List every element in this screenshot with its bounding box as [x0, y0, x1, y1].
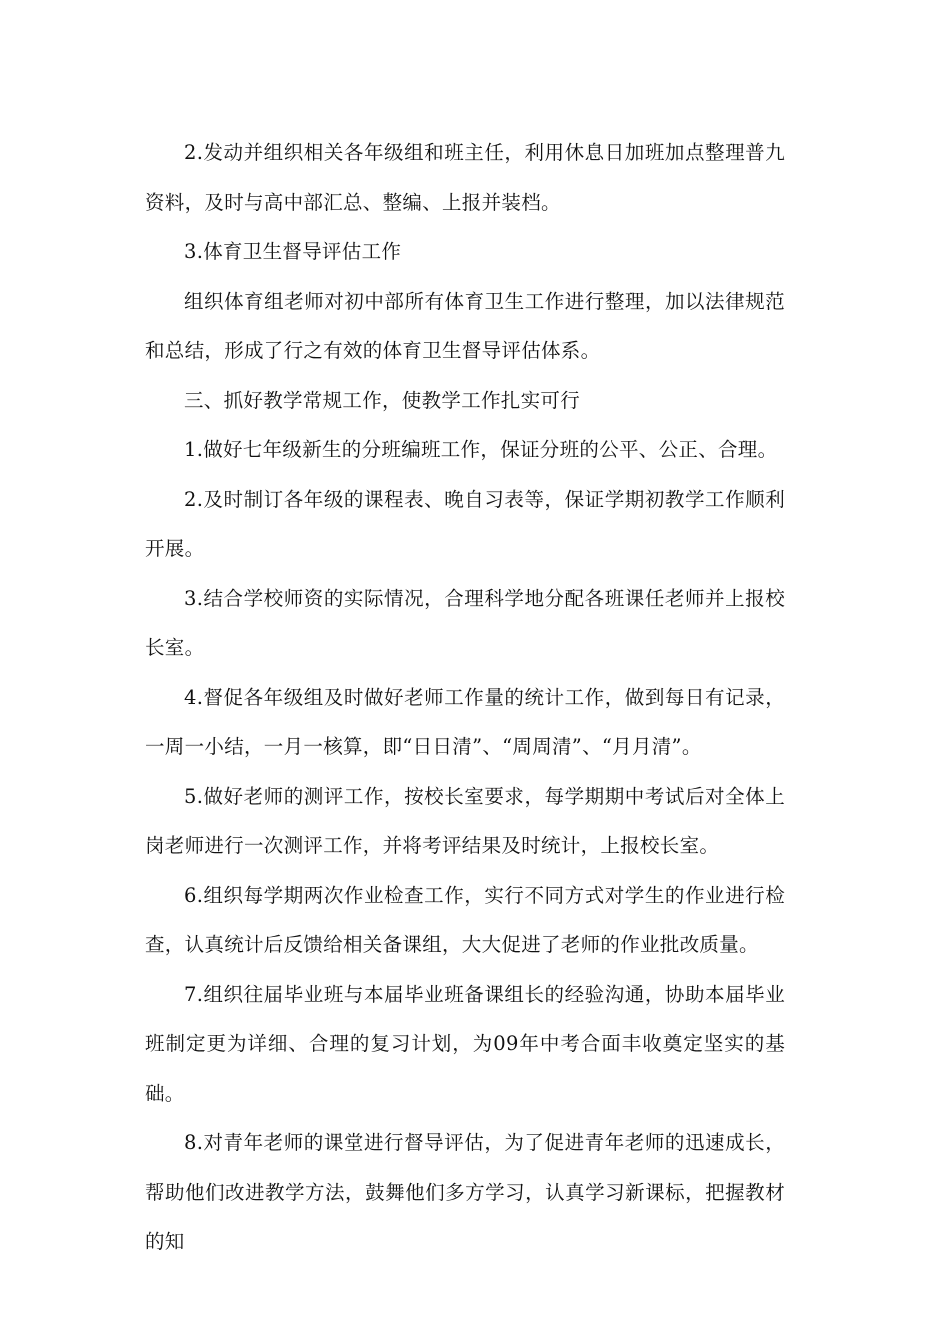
paragraph-item-3-teacher-assignment: 3.结合学校师资的实际情况，合理科学地分配各班课任老师并上报校长室。	[145, 586, 785, 659]
paragraph-heading-pe-evaluation: 3.体育卫生督导评估工作	[184, 240, 402, 263]
paragraph-item-7-graduation-class: 7.组织往届毕业班与本届毕业班备课组长的经验沟通，协助本届毕业班制定更为详细、合理的复习计划，为09年中考合面丰收奠定坚实的基础。	[145, 982, 785, 1105]
paragraph-item-2-timetable: 2.及时制订各年级的课程表、晚自习表等，保证学期初教学工作顺利开展。	[145, 487, 785, 560]
paragraph-item-8-young-teachers: 8.对青年老师的课堂进行督导评估，为了促进青年老师的迅速成长，帮助他们改进教学方法，鼓舞他们多方学习，认真学习新课标，把握教材的知	[145, 1131, 785, 1253]
paragraph-item-5-teacher-evaluation: 5.做好老师的测评工作，按校长室要求，每学期期中考试后对全体上岗老师进行一次测评工作，并将考评结果及时统计，上报校长室。	[145, 784, 785, 857]
paragraph-item-2-organize: 2.发动并组织相关各年级组和班主任，利用休息日加班加点整理普九资料，及时与高中部汇总、整编、上报并装档。	[145, 141, 785, 214]
paragraph-item-1-class-division: 1.做好七年级新生的分班编班工作，保证分班的公平、公正、合理。	[184, 438, 778, 461]
paragraph-item-6-homework-check: 6.组织每学期两次作业检查工作，实行不同方式对学生的作业进行检查，认真统计后反馈给相关备课组，大大促进了老师的作业批改质量。	[145, 883, 785, 956]
section-heading-teaching-routine: 三、抓好教学常规工作，使教学工作扎实可行	[184, 388, 581, 412]
paragraph-item-4-workload: 4.督促各年级组及时做好老师工作量的统计工作，做到每日有记录，一周一小结，一月一核算，即“日日清”、“周周清”、“月月清”。	[145, 685, 785, 758]
document-body	[145, 128, 785, 1267]
paragraph-pe-evaluation-body: 组织体育组老师对初中部所有体育卫生工作进行整理，加以法律规范和总结，形成了行之有效的体育卫生督导评估体系。	[145, 289, 785, 362]
